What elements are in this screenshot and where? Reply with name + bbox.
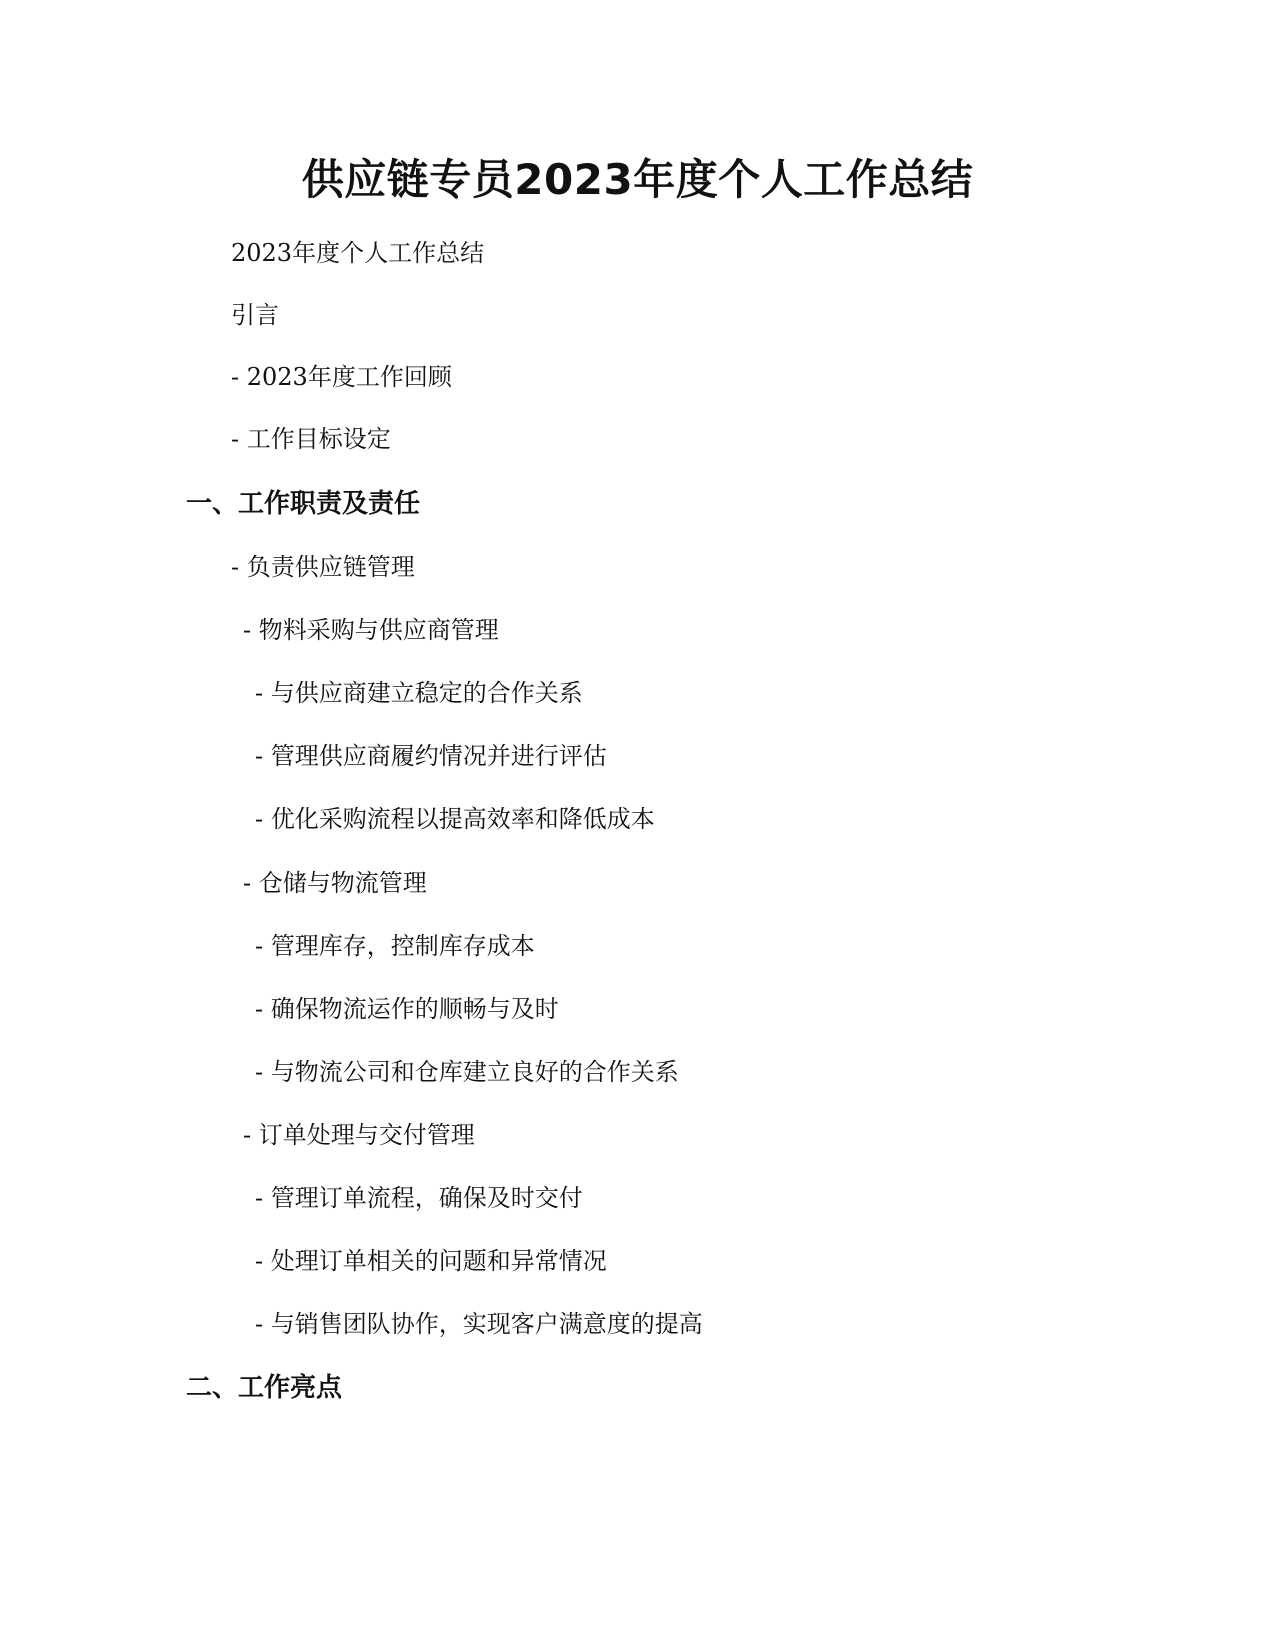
list-item: - 管理供应商履约情况并进行评估 bbox=[255, 742, 607, 770]
group-title: - 订单处理与交付管理 bbox=[243, 1121, 475, 1149]
group-title: - 仓储与物流管理 bbox=[243, 869, 427, 897]
section-heading: 二、工作亮点 bbox=[186, 1373, 343, 1403]
list-item: - 确保物流运作的顺畅与及时 bbox=[255, 995, 559, 1023]
group-title: - 物料采购与供应商管理 bbox=[243, 616, 499, 644]
list-item: - 与供应商建立稳定的合作关系 bbox=[255, 679, 583, 707]
list-item: - 管理订单流程，确保及时交付 bbox=[255, 1184, 583, 1212]
list-item: - 与物流公司和仓库建立良好的合作关系 bbox=[255, 1058, 679, 1086]
section-heading: 一、工作职责及责任 bbox=[186, 489, 421, 519]
list-item: - 与销售团队协作，实现客户满意度的提高 bbox=[255, 1310, 703, 1338]
document-title: 供应链专员2023年度个人工作总结 bbox=[301, 155, 974, 204]
intro-item: - 工作目标设定 bbox=[231, 425, 391, 453]
intro-label: 引言 bbox=[231, 301, 279, 329]
list-item: - 管理库存，控制库存成本 bbox=[255, 932, 535, 960]
list-item: - 处理订单相关的问题和异常情况 bbox=[255, 1247, 607, 1275]
list-item: - 优化采购流程以提高效率和降低成本 bbox=[255, 805, 655, 833]
section-lead: - 负责供应链管理 bbox=[231, 553, 415, 581]
intro-subtitle: 2023年度个人工作总结 bbox=[231, 239, 485, 267]
intro-item: - 2023年度工作回顾 bbox=[231, 363, 452, 391]
